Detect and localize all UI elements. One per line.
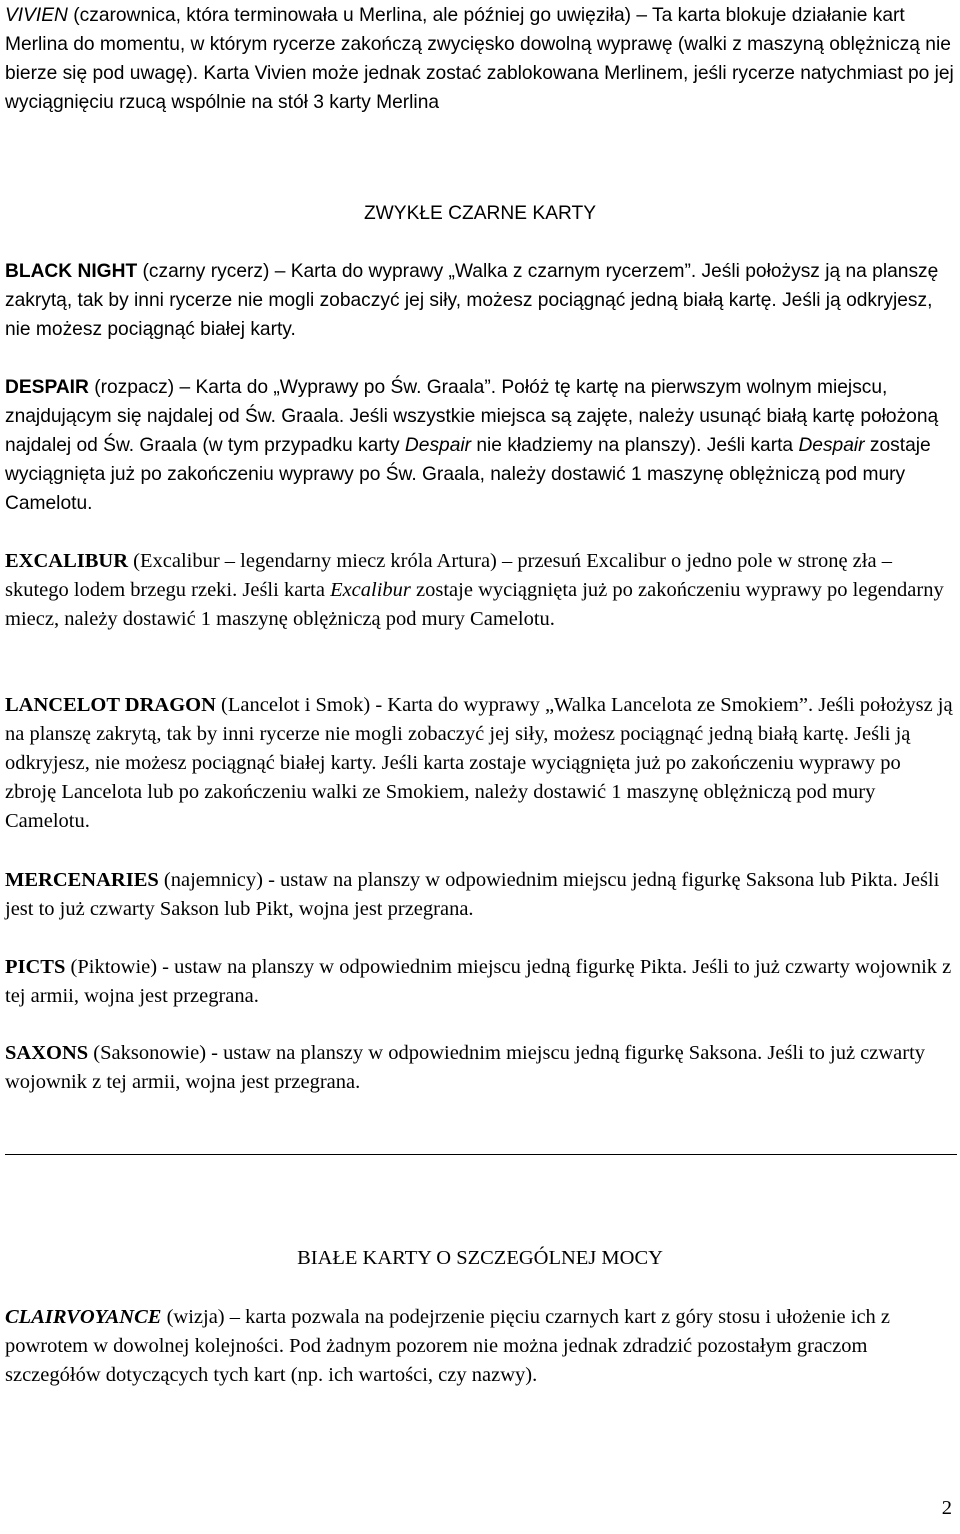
card-name-clairvoyance: CLAIRVOYANCE [5,1306,162,1328]
black-night-description: (czarny rycerz) – Karta do wyprawy „Walka z czarnym rycerzem”. Jeśli położysz ją na planszę zakrytą, tak by inni rycerze nie mogli zobaczyć jej siły, możesz pociągnąć jedną białą kartę. Jeśli ją odkryjesz, nie możesz pociągnąć białej karty. [5,261,939,340]
saxons-paragraph [5,1039,957,1097]
vivien-description: (czarownica, która terminowała u Merlina, ale później go uwięziła) – Ta karta blokuje działanie kart Merlina do momentu, w którym rycerze zakończą zwycięsko dowolną wyprawę (walki z maszyną oblężniczą nie bierze się pod uwagę). Karta Vivien może jednak zostać zablokowana Merlinem, jeśli rycerze natychmiast po jej wyciągnięciu rzucą wspólnie na stół 3 karty Merlina [5,5,954,113]
card-name-excalibur: EXCALIBUR [5,550,129,572]
card-name-vivien: VIVIEN [5,5,68,26]
despair-paragraph [5,373,957,518]
card-name-black-night: BLACK NIGHT [5,261,138,282]
lancelot-description: (Lancelot i Smok) - Karta do wyprawy „Walka Lancelota ze Smokiem”. Jeśli położysz ją na planszę zakrytą, tak by inni rycerze nie mogli zobaczyć jej siły, możesz pociągnąć jedną białą kartę. Jeśli ją odkryjesz, nie możesz pociągnąć białej karty. Jeśli karta zostaje wyciągnięta już po zakończeniu wyprawy po zbroję Lancelota lub po zakończeniu walki ze Smokiem, należy dostawić 1 maszynę oblężniczą pod mury Camelotu. [5,694,953,832]
excalibur-italic-1: Excalibur [330,579,411,601]
lancelot-paragraph [5,691,957,836]
despair-text-1: (rozpacz) – Karta do „Wyprawy po Św. Graala”. Połóż tę kartę na pierwszym wolnym miejscu, znajdującym się najdalej od Św. Graala. Jeśli wszystkie miejsca są zajęte, należy usunąć białą kartę położoną najdalej od Św. Graala (w tym przypadku karty [5,377,939,456]
despair-italic-2: Despair [798,435,865,456]
mercenaries-paragraph [5,866,957,924]
excalibur-text-1: (Excalibur – legendarny miecz króla Artura) – przesuń Excalibur o jedno pole w stronę zła – skutego lodem brzegu rzeki. Jeśli karta [5,550,892,601]
clairvoyance-paragraph [5,1303,957,1390]
despair-text-3: zostaje wyciągnięta już po zakończeniu wyprawy po Św. Graala, należy dostawić 1 maszynę oblężniczą pod mury Camelotu. [5,435,931,514]
card-name-despair: DESPAIR [5,377,89,398]
card-name-saxons: SAXONS [5,1042,89,1064]
picts-description: (Piktowie) - ustaw na planszy w odpowiednim miejscu jedną figurkę Pikta. Jeśli to już czwarty wojownik z tej armii, wojna jest przegrana. [5,956,952,1007]
clairvoyance-description: (wizja) – karta pozwala na podejrzenie pięciu czarnych kart z góry stosu i ułożenie ich z powrotem w dowolnej kolejności. Pod żadnym pozorem nie można jednak zdradzić pozostałym graczom szczegółów dotyczących tych kart (np. ich wartości, czy nazwy). [5,1306,891,1386]
despair-italic-1: Despair [404,435,472,456]
page-number: 2 [941,1497,952,1519]
section-heading-white-cards: BIAŁE KARTY O SZCZEGÓLNEJ MOCY [297,1247,663,1269]
saxons-description: (Saksonowie) - ustaw na planszy w odpowiednim miejscu jedną figurkę Saksona. Jeśli to już czwarty wojownik z tej armii, wojna jest przegrana. [5,1042,926,1093]
horizontal-divider [5,1154,957,1155]
excalibur-text-2: zostaje wyciągnięta już po zakończeniu wyprawy po legendarny miecz, należy dostawić 1 maszynę oblężniczą pod mury Camelotu. [5,579,944,630]
vivien-paragraph [5,1,957,117]
picts-paragraph [5,953,957,1011]
excalibur-paragraph [5,547,957,634]
despair-text-2: nie kładziemy na planszy). Jeśli karta [471,435,799,456]
card-name-mercenaries: MERCENARIES [5,869,159,891]
black-night-paragraph [5,257,957,344]
card-name-picts: PICTS [5,956,66,978]
section-heading-black-cards: ZWYKŁE CZARNE KARTY [363,203,597,224]
card-name-lancelot-dragon: LANCELOT DRAGON [5,694,216,716]
mercenaries-description: (najemnicy) - ustaw na planszy w odpowiednim miejscu jedną figurkę Saksona lub Pikta. Jeśli jest to już czwarty Sakson lub Pikt, wojna jest przegrana. [5,869,940,920]
